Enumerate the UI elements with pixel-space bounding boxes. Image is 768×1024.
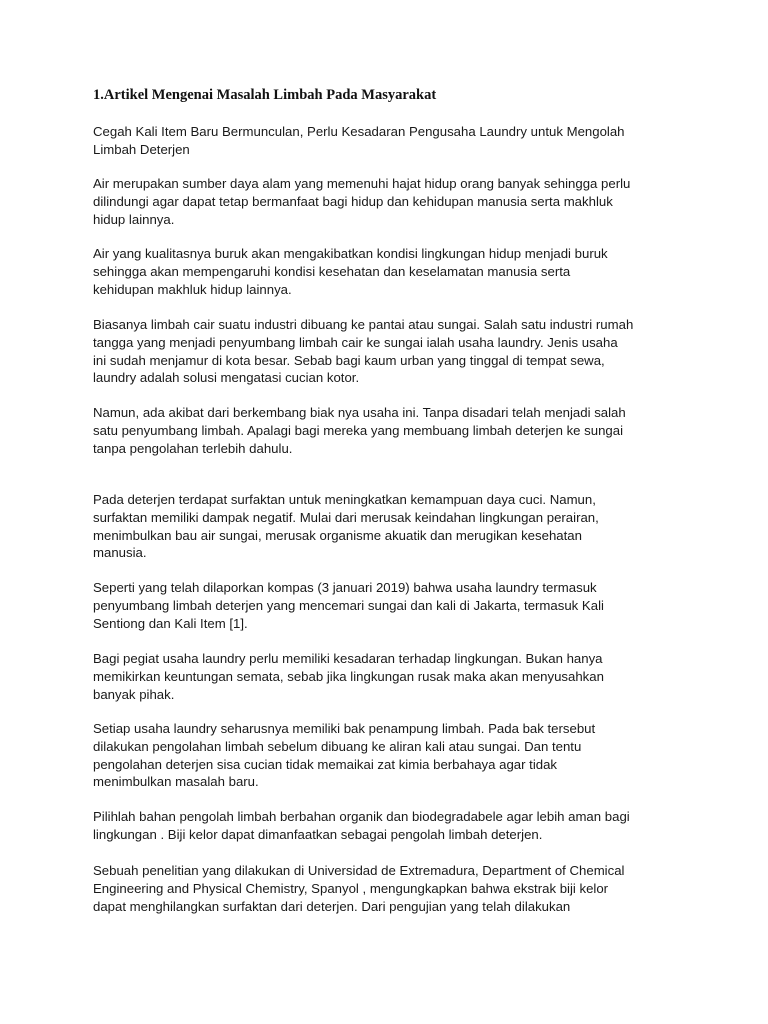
- text-line: menimbulkan masalah baru.: [93, 774, 259, 790]
- paragraph: [93, 720, 693, 791]
- paragraph: [93, 175, 693, 228]
- text-line: Cegah Kali Item Baru Bermunculan, Perlu Kesadaran Pengusaha Laundry untuk Mengolah: [93, 124, 625, 139]
- text-line: memikirkan keuntungan semata, sebab jika lingkungan rusak maka akan menyusahkan: [93, 668, 604, 684]
- paragraph: [93, 245, 693, 298]
- document-heading: 1.Artikel Mengenai Masalah Limbah Pada Masyarakat: [93, 87, 437, 103]
- text-line: pengolahan deterjen sisa cucian tidak memaikai zat kimia berbahaya agar tidak: [93, 756, 558, 772]
- text-line: laundry adalah solusi mengatasi cucian kotor.: [93, 370, 360, 386]
- text-line: menimbulkan bau air sungai, merusak organisme akuatik dan merugikan kesehatan: [93, 527, 582, 543]
- paragraph: [93, 579, 693, 632]
- text-line: Engineering and Physical Chemistry, Spanyol , mengungkapkan bahwa ekstrak biji kelor: [93, 880, 609, 896]
- article-title: [93, 123, 693, 159]
- text-line: Sentiong dan Kali Item [1].: [93, 615, 248, 631]
- text-line: penyumbang limbah deterjen yang mencemari sungai dan kali di Jakarta, termasuk Kali: [93, 597, 604, 613]
- text-line: Sebuah penelitian yang dilakukan di Universidad de Extremadura, Department of Chemical: [93, 863, 625, 878]
- text-line: tanpa pengolahan terlebih dahulu.: [93, 440, 293, 456]
- text-line: satu penyumbang limbah. Apalagi bagi mereka yang membuang limbah deterjen ke sungai: [93, 422, 624, 438]
- paragraph: [93, 862, 693, 915]
- text-line: tangga yang menjadi penyumbang limbah cair ke sungai ialah usaha laundry. Jenis usaha: [93, 334, 618, 350]
- text-line: Air yang kualitasnya buruk akan mengakibatkan kondisi lingkungan hidup menjadi buruk: [93, 246, 608, 261]
- text-line: Namun, ada akibat dari berkembang biak nya usaha ini. Tanpa disadari telah menjadi salah: [93, 405, 626, 420]
- text-line: manusia.: [93, 545, 147, 561]
- text-line: Biasanya limbah cair suatu industri dibuang ke pantai atau sungai. Salah satu industri rumah: [93, 317, 634, 332]
- paragraph: [93, 491, 693, 562]
- text-line: lingkungan . Biji kelor dapat dimanfaatkan sebagai pengolah limbah deterjen.: [93, 826, 543, 842]
- text-line: Air merupakan sumber daya alam yang memenuhi hajat hidup orang banyak sehingga perlu: [93, 176, 631, 191]
- text-line: banyak pihak.: [93, 686, 175, 702]
- paragraph: [93, 316, 693, 387]
- text-line: surfaktan memiliki dampak negatif. Mulai dari merusak keindahan lingkungan perairan,: [93, 509, 599, 525]
- paragraph: [93, 404, 693, 457]
- text-line: hidup lainnya.: [93, 211, 175, 227]
- paragraph: [93, 808, 693, 844]
- text-line: dapat menghilangkan surfaktan dari deterjen. Dari pengujian yang telah dilakukan: [93, 898, 571, 914]
- text-line: Seperti yang telah dilaporkan kompas (3 januari 2019) bahwa usaha laundry termasuk: [93, 580, 597, 595]
- text-line: Limbah Deterjen: [93, 141, 190, 157]
- text-line: ini sudah menjamur di kota besar. Sebab bagi kaum urban yang tinggal di tempat sewa,: [93, 352, 605, 368]
- text-line: dilakukan pengolahan limbah sebelum dibuang ke aliran kali atau sungai. Dan tentu: [93, 738, 582, 754]
- text-line: Pada deterjen terdapat surfaktan untuk meningkatkan kemampuan daya cuci. Namun,: [93, 492, 596, 507]
- text-line: Setiap usaha laundry seharusnya memiliki bak penampung limbah. Pada bak tersebut: [93, 721, 596, 736]
- paragraph: [93, 650, 693, 703]
- text-line: kehidupan makhluk hidup lainnya.: [93, 281, 292, 297]
- text-line: Pilihlah bahan pengolah limbah berbahan organik dan biodegradabele agar lebih aman bagi: [93, 809, 630, 824]
- text-line: Bagi pegiat usaha laundry perlu memiliki kesadaran terhadap lingkungan. Bukan hanya: [93, 651, 603, 666]
- text-line: sehingga akan mempengaruhi kondisi kesehatan dan keselamatan manusia serta: [93, 263, 571, 279]
- text-line: dilindungi agar dapat tetap bermanfaat bagi hidup dan kehidupan manusia serta makhluk: [93, 193, 613, 209]
